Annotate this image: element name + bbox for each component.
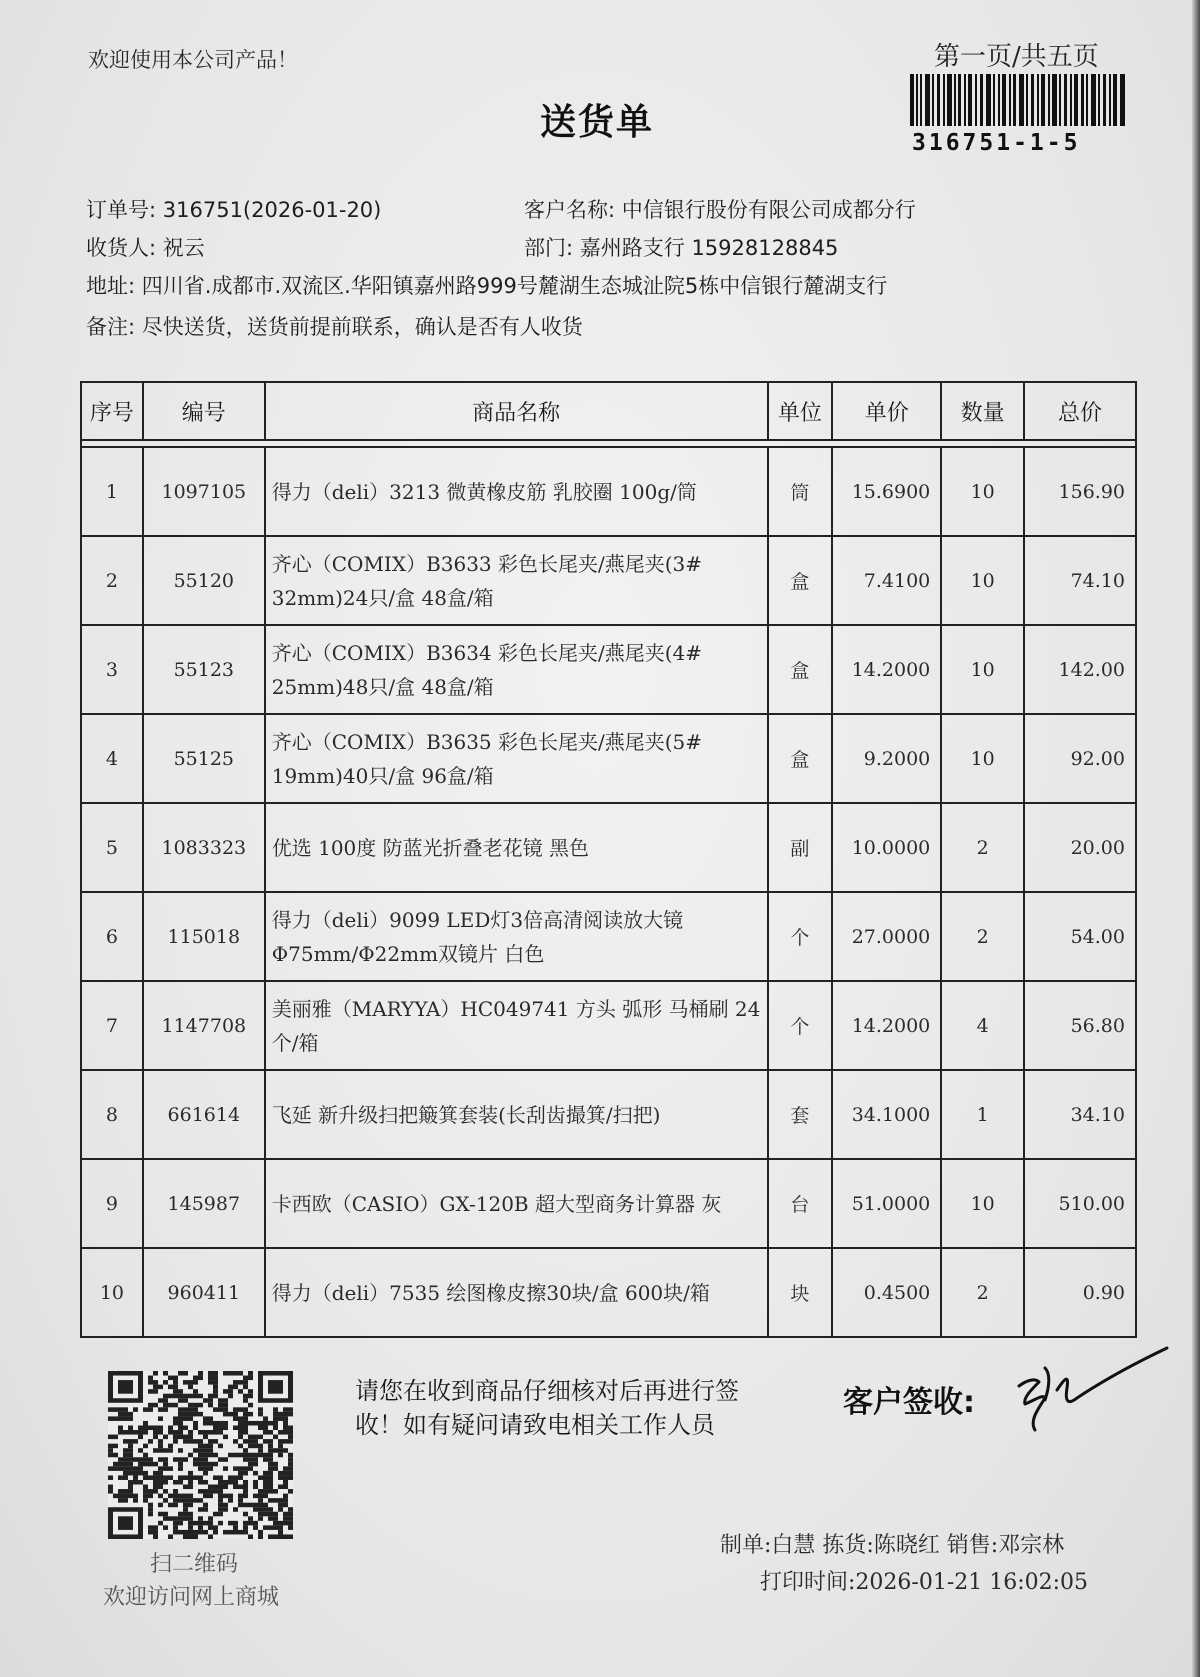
header-gap (81, 440, 1136, 447)
row-index: 8 (81, 1070, 143, 1159)
barcode-image (910, 74, 1125, 126)
department-value: 嘉州路支行 15928128845 (579, 236, 839, 260)
row-total: 56.80 (1024, 981, 1136, 1070)
row-index: 2 (81, 536, 143, 625)
row-unit: 个 (768, 892, 833, 981)
handwritten-signature (1005, 1328, 1170, 1438)
row-quantity: 2 (941, 892, 1024, 981)
row-unit-price: 14.2000 (832, 981, 941, 1070)
header-unit-price: 单价 (832, 382, 941, 440)
row-index: 1 (81, 447, 143, 536)
row-quantity: 2 (941, 1248, 1024, 1337)
address-row (86, 270, 887, 300)
row-quantity: 10 (941, 447, 1024, 536)
welcome-text: 欢迎使用本公司产品！ (88, 48, 298, 72)
table-row (81, 803, 1136, 892)
qr-caption-scan: 扫二维码 (150, 1552, 239, 1577)
row-unit: 盒 (768, 625, 833, 714)
customer-row (524, 194, 916, 224)
row-unit-price: 27.0000 (832, 892, 941, 981)
order-number-row (86, 194, 381, 224)
row-product-name: 齐心（COMIX）B3634 彩色长尾夹/燕尾夹(4# 25mm)48只/盒 48盒/箱 (265, 625, 768, 714)
row-index: 4 (81, 714, 143, 803)
row-unit-price: 14.2000 (832, 625, 941, 714)
row-product-name: 美丽雅（MARYYA）HC049741 方头 弧形 马桶刷 24个/箱 (265, 981, 768, 1070)
row-product-name: 得力（deli）3213 微黄橡皮筋 乳胶圈 100g/筒 (265, 447, 768, 536)
row-unit: 盒 (768, 714, 833, 803)
table-row (81, 447, 1136, 536)
row-unit-price: 10.0000 (832, 803, 941, 892)
row-unit-price: 34.1000 (832, 1070, 941, 1159)
row-total: 142.00 (1024, 625, 1136, 714)
staff-line: 制单:白慧 拣货:陈晓红 销售:邓宗林 (720, 1533, 1065, 1558)
row-index: 5 (81, 803, 143, 892)
row-total: 20.00 (1024, 803, 1136, 892)
table-row (81, 1248, 1136, 1337)
row-index: 10 (81, 1248, 143, 1337)
row-code: 115018 (143, 892, 265, 981)
qr-code-image (108, 1371, 293, 1539)
row-code: 960411 (143, 1248, 265, 1337)
table-header-row (81, 382, 1136, 440)
table-row (81, 625, 1136, 714)
row-code: 55123 (143, 625, 265, 714)
order-number-value: 316751(2026-01-20) (162, 198, 382, 222)
qr-caption-visit: 欢迎访问网上商城 (103, 1585, 280, 1610)
row-total: 74.10 (1024, 536, 1136, 625)
header-index: 序号 (81, 382, 143, 440)
notice-line-1: 请您在收到商品仔细核对后再进行签 (355, 1377, 739, 1405)
row-index: 9 (81, 1159, 143, 1248)
row-unit: 副 (768, 803, 833, 892)
address-label: 地址: (86, 274, 136, 298)
page-number: 第一页/共五页 (934, 42, 1099, 72)
receiver-value: 祝云 (162, 236, 205, 260)
row-unit: 台 (768, 1159, 833, 1248)
row-unit-price: 0.4500 (832, 1248, 941, 1337)
row-unit-price: 15.6900 (832, 447, 941, 536)
row-product-name: 飞延 新升级扫把簸箕套装(长刮齿撮箕/扫把) (265, 1070, 768, 1159)
items-table (80, 381, 1137, 1338)
row-unit: 套 (768, 1070, 833, 1159)
row-total: 54.00 (1024, 892, 1136, 981)
remark-label: 备注: (86, 315, 136, 339)
row-total: 34.10 (1024, 1070, 1136, 1159)
row-index: 3 (81, 625, 143, 714)
row-quantity: 10 (941, 714, 1024, 803)
department-row (524, 232, 838, 262)
header-total: 总价 (1024, 382, 1136, 440)
row-code: 1083323 (143, 803, 265, 892)
row-unit-price: 51.0000 (832, 1159, 941, 1248)
header-quantity: 数量 (941, 382, 1024, 440)
row-product-name: 优选 100度 防蓝光折叠老花镜 黑色 (265, 803, 768, 892)
row-total: 510.00 (1024, 1159, 1136, 1248)
customer-signature-label: 客户签收: (843, 1385, 975, 1420)
table-row (81, 1159, 1136, 1248)
row-total: 0.90 (1024, 1248, 1136, 1337)
table-row (81, 981, 1136, 1070)
row-unit-price: 7.4100 (832, 536, 941, 625)
row-quantity: 10 (941, 625, 1024, 714)
row-code: 1147708 (143, 981, 265, 1070)
row-quantity: 2 (941, 803, 1024, 892)
order-number-label: 订单号: (86, 198, 157, 222)
print-time: 打印时间:2026-01-21 16:02:05 (760, 1570, 1089, 1595)
row-unit: 个 (768, 981, 833, 1070)
row-index: 6 (81, 892, 143, 981)
row-unit-price: 9.2000 (832, 714, 941, 803)
address-value: 四川省.成都市.双流区.华阳镇嘉州路999号麓湖生态城沚院5栋中信银行麓湖支行 (141, 274, 888, 298)
row-unit: 盒 (768, 536, 833, 625)
document-title: 送货单 (540, 102, 655, 143)
receiver-row (86, 232, 205, 262)
row-code: 661614 (143, 1070, 265, 1159)
row-index: 7 (81, 981, 143, 1070)
receiver-label: 收货人: (86, 236, 157, 260)
row-product-name: 得力（deli）9099 LED灯3倍高清阅读放大镜 Φ75mm/Φ22mm双镜片 白色 (265, 892, 768, 981)
table-row (81, 714, 1136, 803)
table-row (81, 536, 1136, 625)
header-code: 编号 (143, 382, 265, 440)
row-total: 92.00 (1024, 714, 1136, 803)
department-label: 部门: (524, 236, 574, 260)
header-product-name: 商品名称 (265, 382, 768, 440)
paper-edge-shadow (1192, 0, 1200, 1677)
row-product-name: 得力（deli）7535 绘图橡皮擦30块/盒 600块/箱 (265, 1248, 768, 1337)
remark-value: 尽快送货，送货前提前联系，确认是否有人收货 (141, 315, 583, 339)
row-quantity: 10 (941, 1159, 1024, 1248)
row-quantity: 10 (941, 536, 1024, 625)
row-unit: 块 (768, 1248, 833, 1337)
header-unit: 单位 (768, 382, 833, 440)
row-code: 55120 (143, 536, 265, 625)
table-row (81, 892, 1136, 981)
barcode-number: 316751-1-5 (912, 130, 1081, 156)
row-code: 145987 (143, 1159, 265, 1248)
row-quantity: 4 (941, 981, 1024, 1070)
table-row (81, 1070, 1136, 1159)
row-unit: 筒 (768, 447, 833, 536)
row-code: 1097105 (143, 447, 265, 536)
row-product-name: 卡西欧（CASIO）GX-120B 超大型商务计算器 灰 (265, 1159, 768, 1248)
row-code: 55125 (143, 714, 265, 803)
customer-label: 客户名称: (524, 198, 616, 222)
row-product-name: 齐心（COMIX）B3635 彩色长尾夹/燕尾夹(5# 19mm)40只/盒 96盒/箱 (265, 714, 768, 803)
customer-value: 中信银行股份有限公司成都分行 (621, 198, 916, 222)
notice-line-2: 收！如有疑问请致电相关工作人员 (355, 1411, 715, 1439)
remark-row (86, 311, 583, 341)
row-total: 156.90 (1024, 447, 1136, 536)
row-quantity: 1 (941, 1070, 1024, 1159)
verification-notice (355, 1374, 739, 1442)
row-product-name: 齐心（COMIX）B3633 彩色长尾夹/燕尾夹(3# 32mm)24只/盒 48盒/箱 (265, 536, 768, 625)
